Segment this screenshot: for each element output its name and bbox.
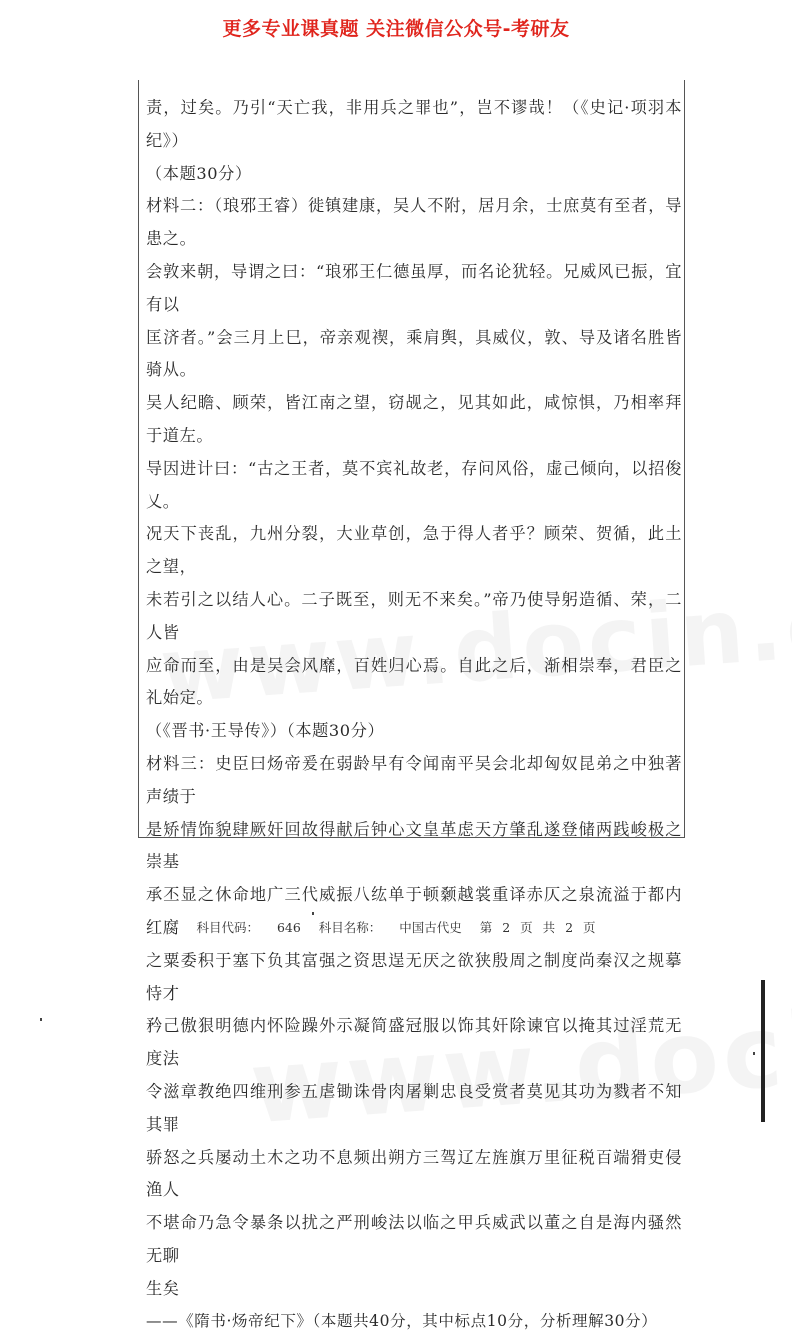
text-line-17: 令滋章教绝四维刑参五虐锄诛骨肉屠剿忠良受赏者莫见其功为戮者不知其罪 <box>146 1081 682 1134</box>
text-line-20: 生矣 <box>146 1278 180 1298</box>
text-line-2: （本题30分） <box>146 163 252 183</box>
source-citation: ——《隋书·炀帝纪下》（本题共40分，其中标点10分，分析理解30分） <box>146 1312 658 1331</box>
text-line-12: 材料三：史臣曰炀帝爰在弱龄早有令闻南平吴会北却匈奴昆弟之中独著声绩于 <box>146 753 682 806</box>
text-line-19: 不堪命乃急令暴条以扰之严刑峻法以临之甲兵威武以董之自是海内骚然无聊 <box>146 1213 682 1265</box>
text-line-10: 应命而至，由是吴会风靡，百姓归心焉。自此之后，渐相崇奉，君臣之礼始定。 <box>146 655 682 708</box>
subject-name-label: 科目名称： <box>318 920 382 935</box>
text-line-18: 骄怒之兵屡动土木之功不息频出朔方三驾辽左旌旗万里征税百端猾吏侵渔人 <box>146 1147 682 1200</box>
page-number: 第 2 页 共 2 页 <box>479 920 596 935</box>
text-line-13: 是矫情饰貌肆厥奸回故得献后钟心文皇革虑天方肇乱遂登储两践峻极之崇基 <box>146 819 682 872</box>
subject-code-label: 科目代码： <box>196 920 259 935</box>
text-line-4: 会敦来朝，导谓之曰：“琅邪王仁德虽厚，而名论犹轻。兄威风已振，宜有以 <box>146 261 682 314</box>
text-line-1: 责，过矣。乃引“天亡我，非用兵之罪也”，岂不谬哉！（《史记·项羽本纪》） <box>146 98 682 150</box>
text-line-6: 吴人纪瞻、顾荣，皆江南之望，窃觇之，见其如此，咸惊惧，乃相率拜于道左。 <box>146 393 682 445</box>
scan-edge-mark <box>761 980 765 1122</box>
text-line-15: 之粟委积于塞下负其富强之资思逞无厌之欲狭殷周之制度尚秦汉之规摹恃才 <box>146 950 682 1003</box>
text-line-11: （《晋书·王导传》）（本题30分） <box>146 721 385 741</box>
promo-banner: 更多专业课真题 关注微信公众号-考研友 <box>222 18 570 40</box>
subject-name-value: 中国古代史 <box>399 920 462 935</box>
text-line-5: 匡济者。”会三月上巳，帝亲观禊，乘肩舆，具威仪，敦、导及诸名胜皆骑从。 <box>146 327 682 380</box>
scan-speck <box>312 912 314 915</box>
subject-code-value: 646 <box>276 920 301 935</box>
text-line-9: 未若引之以结人心。二子既至，则无不来矣。”帝乃使导躬造循、荣，二人皆 <box>146 589 682 642</box>
page-footer <box>0 918 792 936</box>
exam-content <box>146 92 682 1338</box>
scan-speck-left <box>40 1018 42 1021</box>
text-line-7: 导因进计曰：“古之王者，莫不宾礼故老，存问风俗，虚己倾向，以招俊乂。 <box>146 458 682 511</box>
text-line-3: 材料二：（琅邪王睿）徙镇建康，吴人不附，居月余，士庶莫有至者，导患之。 <box>146 196 682 249</box>
text-line-16: 矜己傲狠明德内怀险躁外示凝简盛冠服以饰其奸除谏官以掩其过淫荒无度法 <box>146 1016 682 1069</box>
text-line-14: 承丕显之休命地广三代威振八纮单于顿颡越裳重译赤仄之泉流溢于都内红腐 <box>146 885 682 937</box>
scan-speck-right <box>753 1052 755 1055</box>
text-line-8: 况天下丧乱，九州分裂，大业草创，急于得人者乎？顾荣、贺循，此土之望， <box>146 524 682 577</box>
